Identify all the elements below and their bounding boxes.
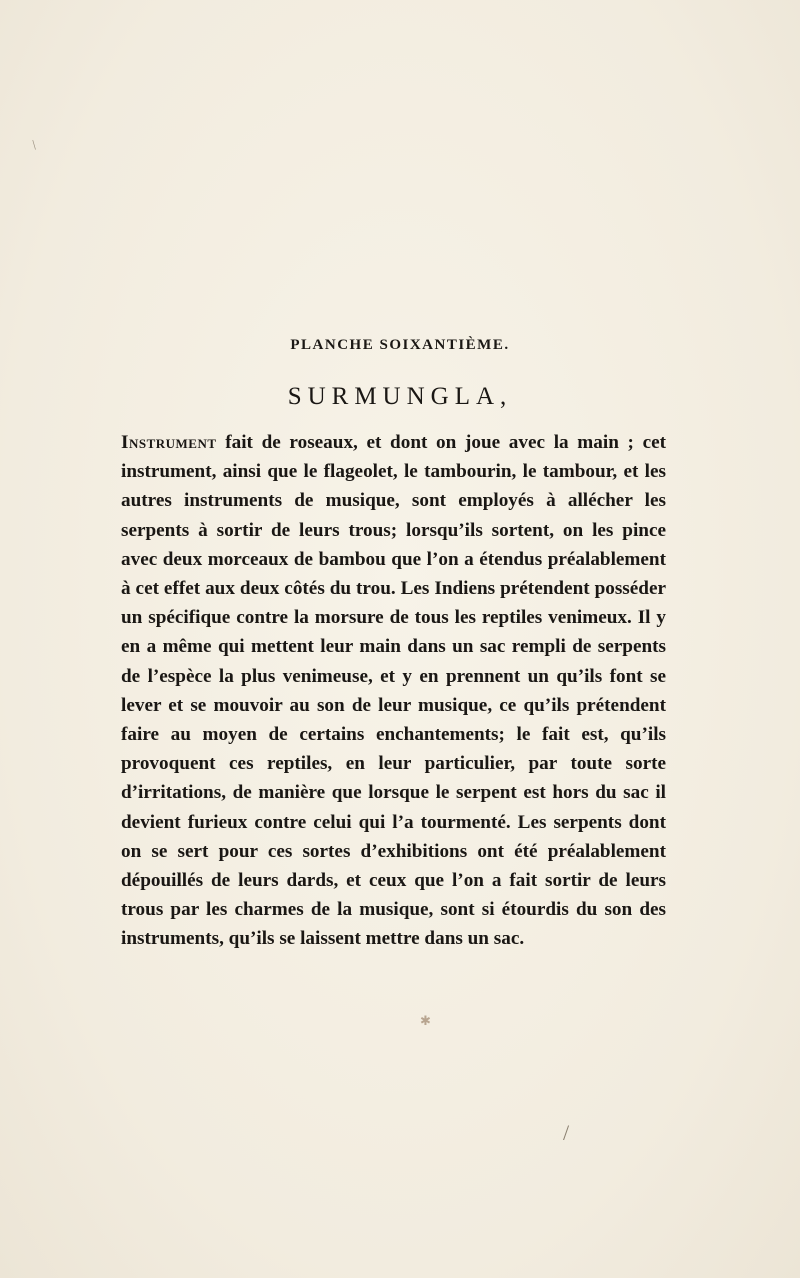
pencil-mark: / — [28, 138, 41, 153]
ink-blot-mark: ✱ — [420, 1013, 431, 1028]
page-title: SURMUNGLA, — [287, 383, 513, 410]
lead-word: Instrument — [121, 432, 217, 453]
paragraph-text: fait de roseaux, et dont on joue avec la main ; cet instrument, ainsi que le flageolet, le tambourin, le tambour, et les autres instruments de musique, sont employés à allécher les serpents à sortir de leurs trous; lorsqu’ils sortent, on les pince avec deux morceaux de bambou que l’on a étendus préalablement à cet effet aux deux côtés du trou. Les Indiens prétendent posséder un spécifique contre la morsure de tous les reptiles venimeux. Il y en a même qui mettent leur main dans un sac rempli de serpents de l’espèce la plus venimeuse, et y en prennent un qu’ils font se lever et se mouvoir au son de leur musique, ce qu’ils prétendent faire au moyen de certains enchantements; le fait est, qu’ils provoquent ces reptiles, en leur particulier, par toute sorte d’irritations, de manière que lorsque le serpent est hors du sac il devient furieux contre celui qui l’a tourmenté. Les serpents dont on se sert pour ces sortes d’exhibitions ont été préalablement dépouillés de leurs dards, et ceux que l’on a fait sortir de leurs trous par les charmes de la musique, sont si étourdis du son des instruments, qu’ils se laissent mettre dans un sac. — [121, 432, 666, 950]
pencil-mark: / — [563, 1120, 570, 1145]
plate-heading: PLANCHE SOIXANTIÈME. — [290, 337, 510, 353]
body-paragraph — [121, 428, 666, 954]
